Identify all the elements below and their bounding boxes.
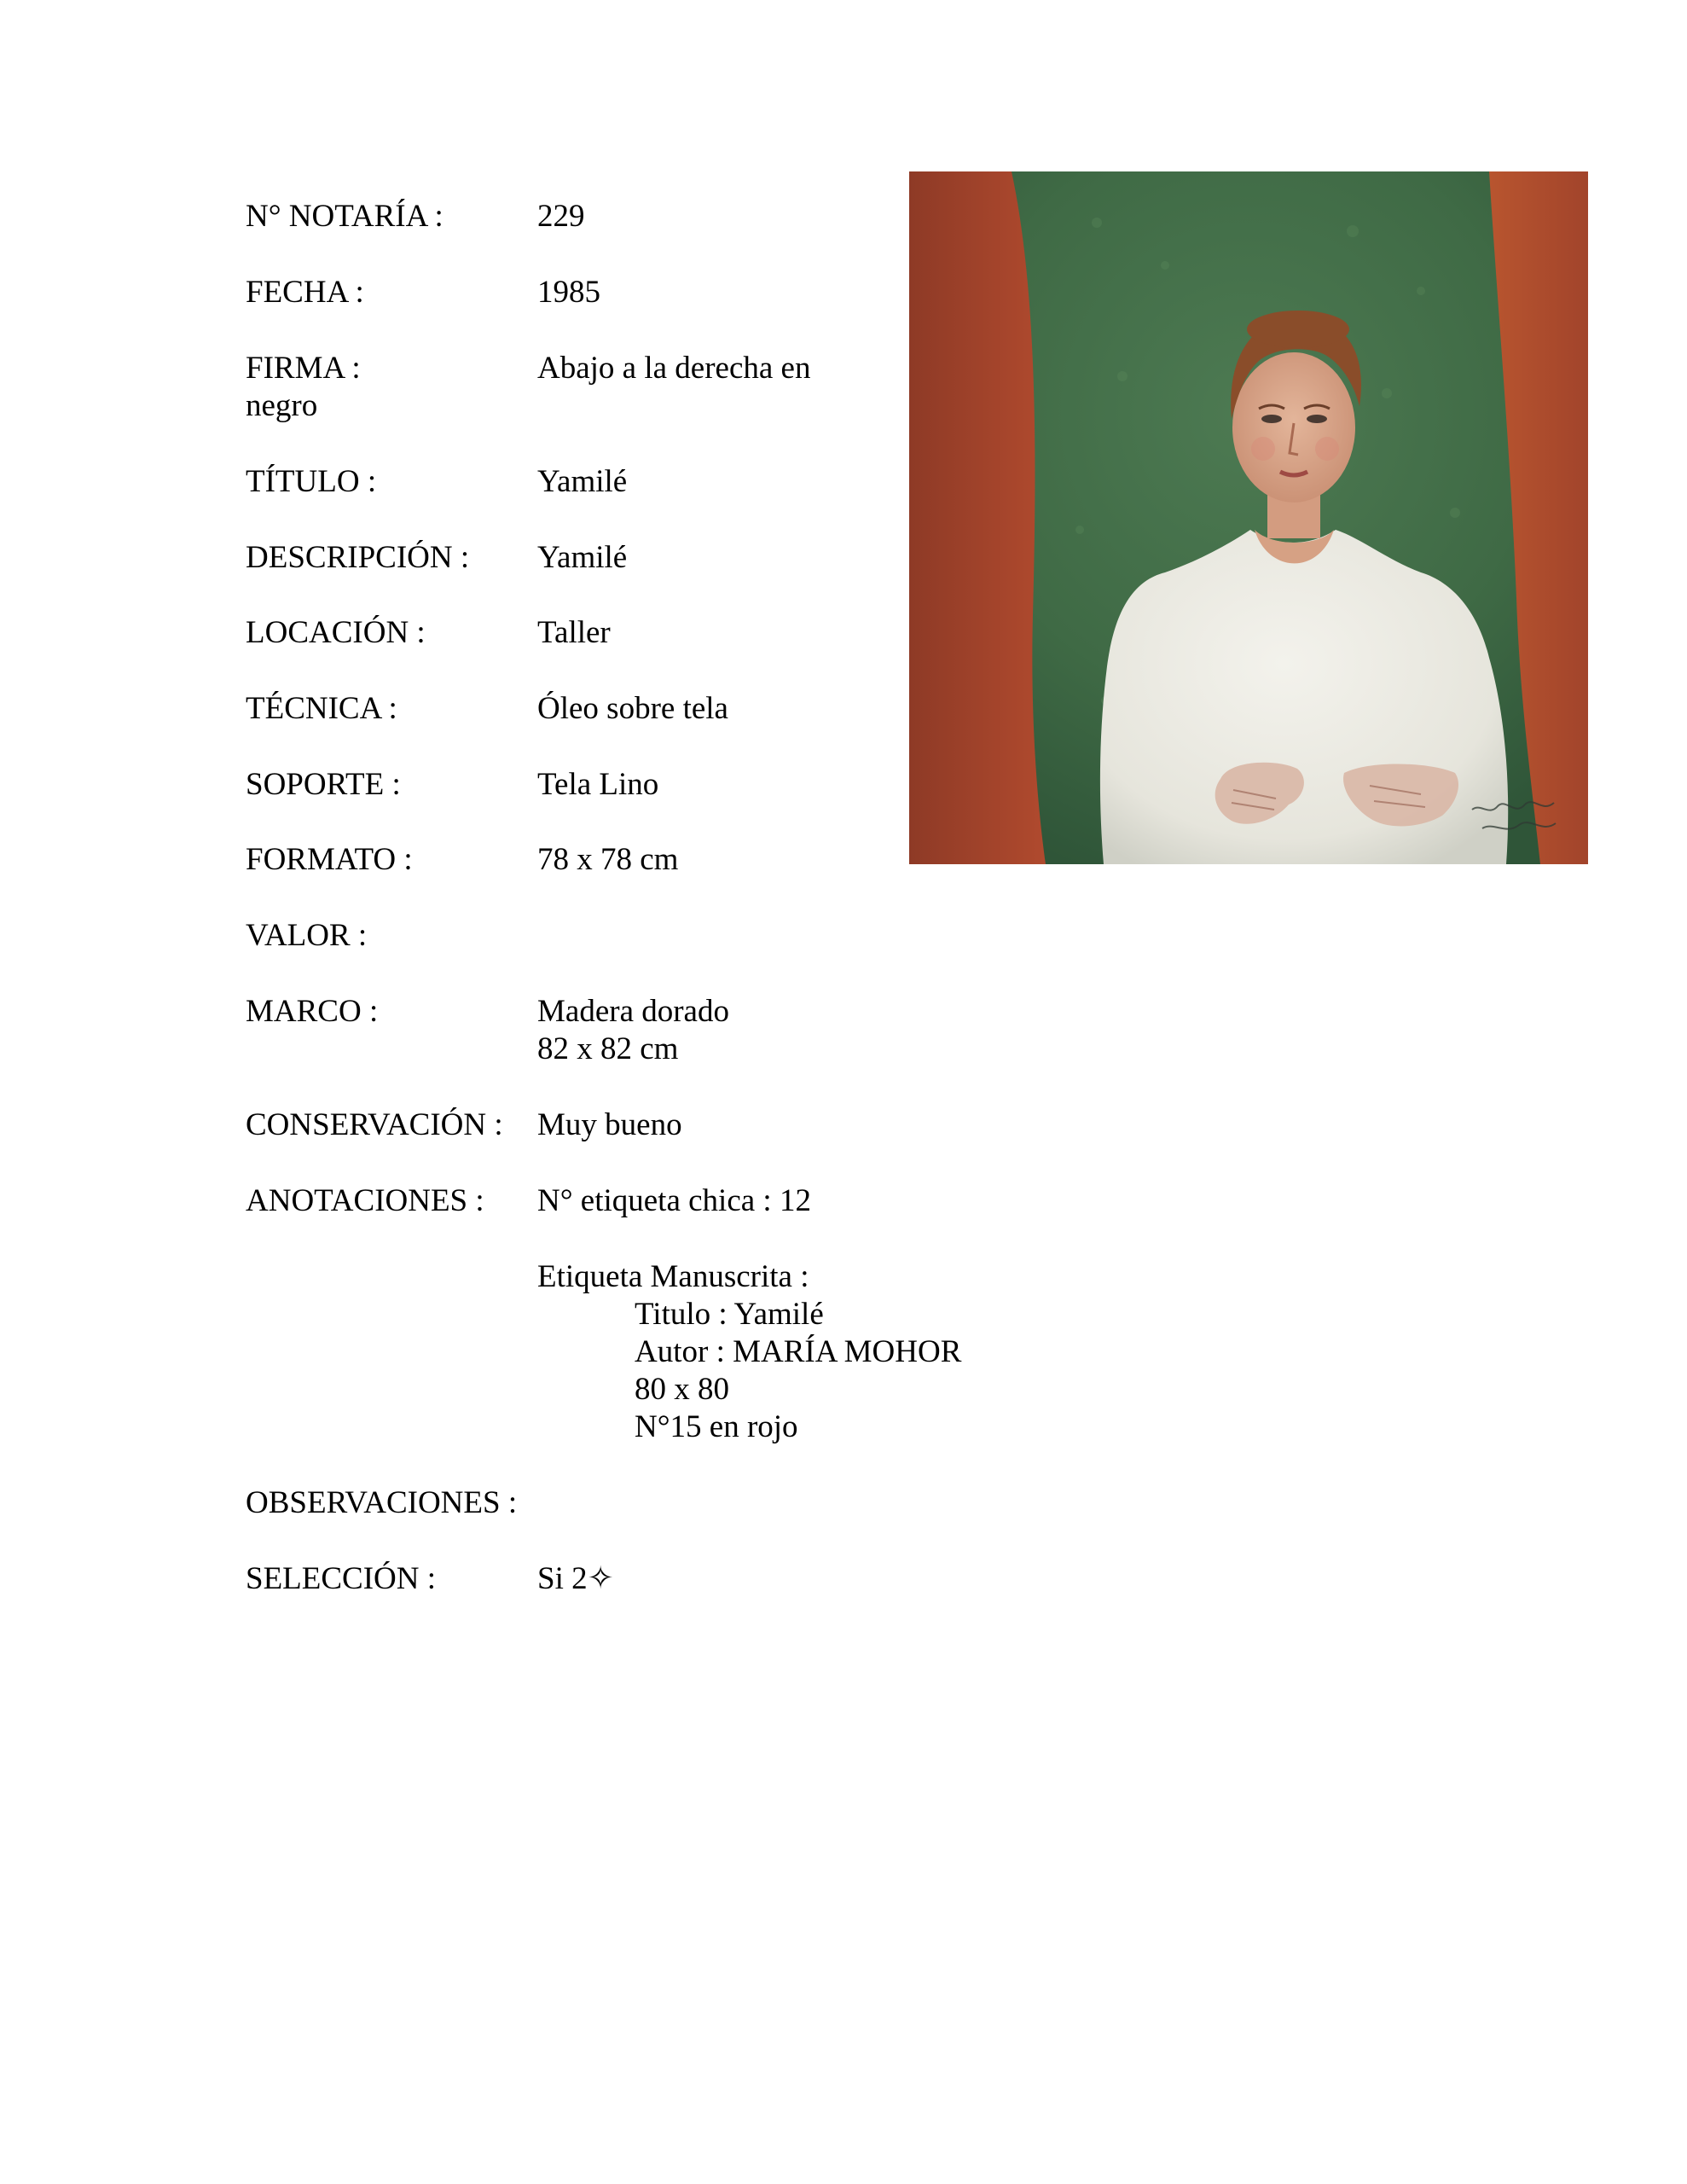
marco-value: Madera dorado (537, 994, 729, 1029)
titulo-label: TÍTULO : (246, 464, 377, 499)
notaria-value: 229 (537, 199, 585, 234)
anotaciones-label: ANOTACIONES : (246, 1183, 484, 1218)
descripcion-label: DESCRIPCIÓN : (246, 540, 470, 575)
etiqueta-line-titulo: Titulo : Yamilé (635, 1297, 824, 1332)
etiqueta-line-numero: N°15 en rojo (635, 1409, 798, 1444)
firma-value: Abajo a la derecha en (537, 351, 811, 386)
notaria-label: N° NOTARÍA : (246, 199, 443, 234)
fecha-value: 1985 (537, 275, 600, 310)
observaciones-label: OBSERVACIONES : (246, 1485, 518, 1520)
locacion-value: Taller (537, 615, 611, 650)
firma-value-continuation: negro (246, 388, 318, 423)
soporte-value: Tela Lino (537, 767, 659, 802)
seleccion-value: Si 2✧ (537, 1561, 614, 1596)
locacion-label: LOCACIÓN : (246, 615, 426, 650)
anotaciones-value: N° etiqueta chica : 12 (537, 1183, 811, 1218)
etiqueta-line-autor: Autor : MARÍA MOHOR (635, 1334, 962, 1369)
etiqueta-line-medidas: 80 x 80 (635, 1372, 729, 1407)
seleccion-label: SELECCIÓN : (246, 1561, 437, 1596)
soporte-label: SOPORTE : (246, 767, 401, 802)
etiqueta-heading: Etiqueta Manuscrita : (537, 1259, 809, 1294)
marco-label: MARCO : (246, 994, 379, 1029)
titulo-value: Yamilé (537, 464, 628, 499)
descripcion-value: Yamilé (537, 540, 628, 575)
valor-label: VALOR : (246, 918, 368, 953)
conservacion-label: CONSERVACIÓN : (246, 1107, 503, 1142)
painting-image (909, 171, 1588, 864)
formato-label: FORMATO : (246, 842, 413, 877)
formato-value: 78 x 78 cm (537, 842, 679, 877)
conservacion-value: Muy bueno (537, 1107, 682, 1142)
marco-dimensions: 82 x 82 cm (537, 1031, 679, 1066)
fecha-label: FECHA : (246, 275, 364, 310)
firma-label: FIRMA : (246, 351, 361, 386)
tecnica-value: Óleo sobre tela (537, 691, 728, 726)
tecnica-label: TÉCNICA : (246, 691, 397, 726)
